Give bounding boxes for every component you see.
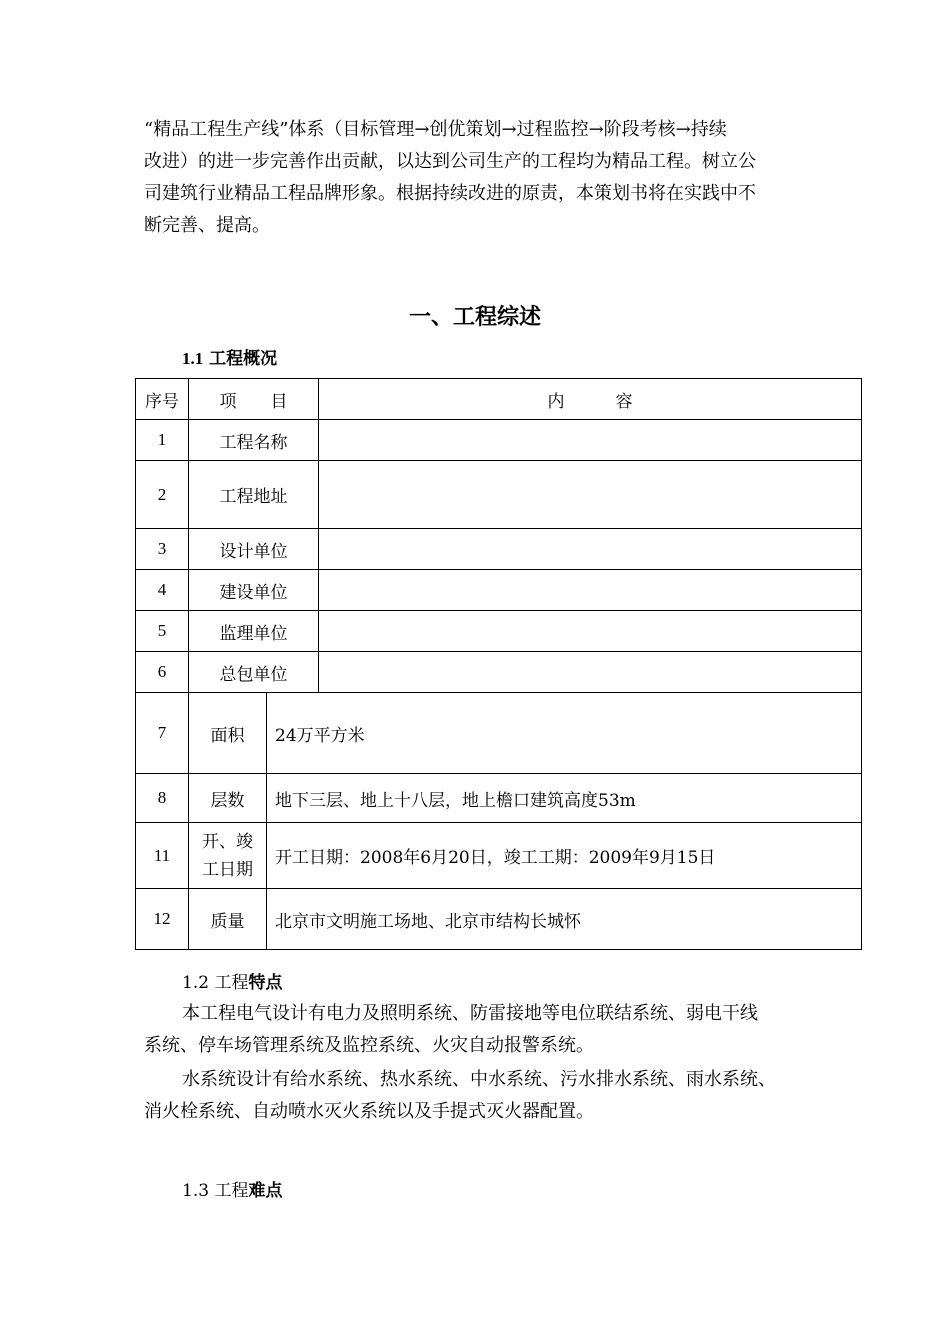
subsection-label: 工程概况 [209, 349, 278, 369]
row-item: 总包单位 [189, 652, 319, 693]
row-value [267, 774, 862, 823]
paragraph-line: 系统、停车场管理系统及监控系统、火灾自动报警系统。 [144, 1035, 594, 1056]
row-value [319, 420, 862, 461]
row-item [189, 823, 267, 889]
header-no: 序号 [136, 379, 189, 420]
table-row [136, 420, 862, 461]
water-paragraph [144, 1064, 824, 1128]
row-item: 设计单位 [189, 529, 319, 570]
row-no: 5 [136, 611, 189, 652]
intro-line: 断完善、提高。 [144, 215, 270, 236]
row-no: 12 [136, 889, 189, 950]
subsection-number: 1.1 [182, 349, 204, 368]
row-item: 层数 [189, 774, 267, 823]
row-value [267, 693, 862, 774]
table-row [136, 611, 862, 652]
row-no: 8 [136, 774, 189, 823]
intro-line: “精品工程生产线”体系（目标管理→创优策划→过程监控→阶段考核→持续 [144, 119, 727, 140]
row-no: 1 [136, 420, 189, 461]
row-value [319, 611, 862, 652]
row-value [267, 889, 862, 950]
intro-paragraph [144, 114, 810, 242]
table-row [136, 652, 862, 693]
row-item: 工程地址 [189, 461, 319, 529]
row-value [267, 823, 862, 889]
electrical-paragraph [144, 998, 824, 1062]
row-value-text: 开工日期：2008年6月20日，竣工工期：2009年9月15日 [275, 848, 716, 868]
table-row [136, 570, 862, 611]
paragraph-line: 本工程电气设计有电力及照明系统、防雷接地等电位联结系统、弱电干线 [182, 1003, 758, 1024]
row-no: 4 [136, 570, 189, 611]
subsection-title-1-1 [182, 344, 277, 369]
intro-line: 司建筑行业精品工程品牌形象。根据持续改进的原责，本策划书将在实践中不 [144, 183, 756, 204]
row-value [319, 652, 862, 693]
section-title: 一、工程综述 [408, 305, 541, 330]
subsection-title-1-2 [182, 968, 282, 993]
row-value-text: 北京市文明施工场地、北京市结构长城怀 [275, 911, 581, 932]
row-item: 面积 [189, 693, 267, 774]
table-row [136, 774, 862, 823]
row-no: 3 [136, 529, 189, 570]
row-item: 建设单位 [189, 570, 319, 611]
table-row [136, 823, 862, 889]
row-value [319, 461, 862, 529]
row-no: 7 [136, 693, 189, 774]
row-value-text: 地下三层、地上十八层，地上檐口建筑高度53m [275, 790, 636, 811]
row-no: 2 [136, 461, 189, 529]
subsection-bold-label: 特点 [248, 973, 283, 993]
table-row [136, 693, 862, 774]
paragraph-line: 水系统设计有给水系统、热水系统、中水系统、污水排水系统、雨水系统、 [182, 1069, 776, 1090]
subsection-number: 1.3 工程 [182, 1181, 249, 1201]
intro-line: 改进）的进一步完善作出贡献，以达到公司生产的工程均为精品工程。树立公 [144, 151, 756, 172]
subsection-number: 1.2 工程 [182, 973, 249, 993]
table-row [136, 889, 862, 950]
table-header-row [136, 379, 862, 420]
subsection-title-1-3 [182, 1176, 282, 1201]
table-row [136, 461, 862, 529]
row-item: 质量 [189, 889, 267, 950]
subsection-bold-label: 难点 [248, 1181, 283, 1201]
paragraph-line: 消火栓系统、自动喷水灭火系统以及手提式灭火器配置。 [144, 1101, 594, 1122]
row-item-line: 工日期 [202, 859, 253, 880]
table-row [136, 529, 862, 570]
row-value [319, 529, 862, 570]
row-no: 11 [136, 823, 189, 889]
row-value-text: 24万平方米 [275, 725, 365, 746]
row-item: 监理单位 [189, 611, 319, 652]
header-item: 项 目 [189, 379, 319, 420]
row-item-line: 开、竣 [202, 831, 253, 852]
project-overview-table [135, 378, 862, 950]
row-item: 工程名称 [189, 420, 319, 461]
header-content: 内 容 [319, 379, 862, 420]
row-value [319, 570, 862, 611]
row-no: 6 [136, 652, 189, 693]
